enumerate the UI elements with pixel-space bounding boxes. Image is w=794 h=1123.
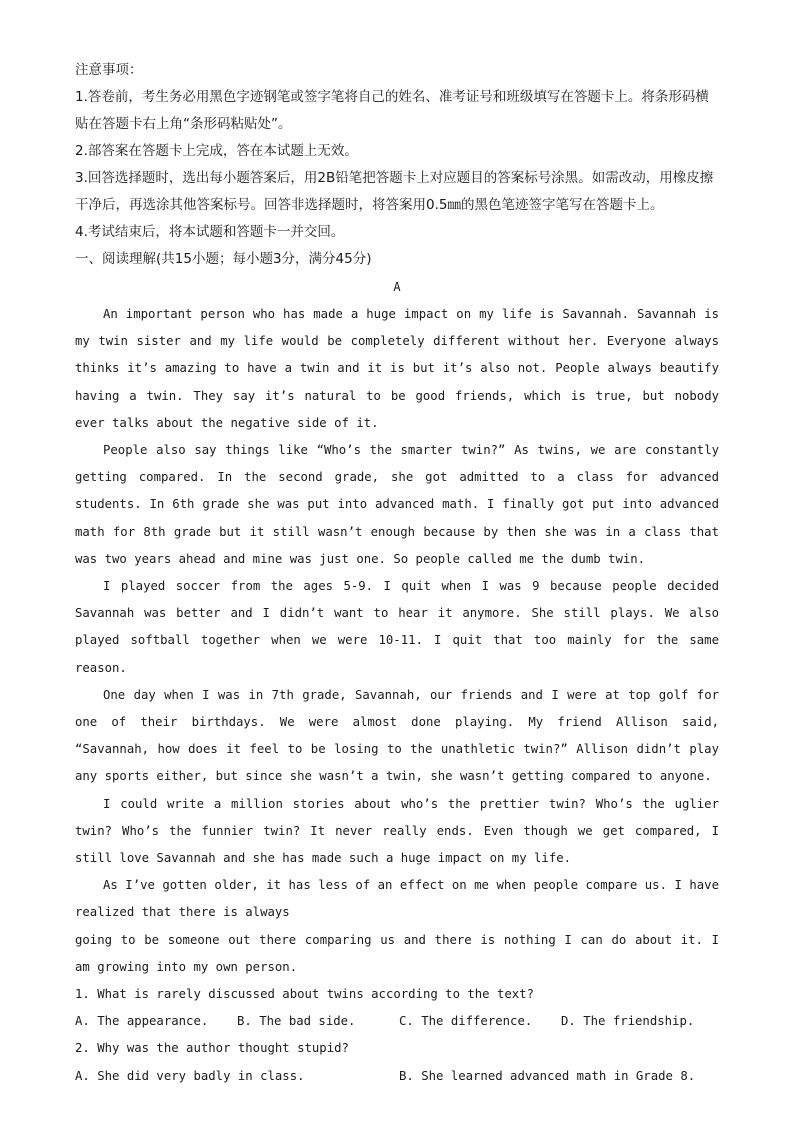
question-1-options xyxy=(75,1008,719,1035)
passage-label: A xyxy=(393,280,401,294)
question-1-option-c: C. The difference. xyxy=(399,1014,533,1029)
notice-title: 注意事项： xyxy=(75,62,143,78)
notice-item-4: 4.考试结束后，将本试题和答题卡一并交回。 xyxy=(75,224,345,240)
passage-paragraph-5: I could write a million stories about who’s the prettier twin? Who’s the uglier twin? Who’s the funnier twin? It never really ends. Even though we get compared, I still love Savannah and she has made such a huge impact on my life. xyxy=(75,796,719,866)
passage-paragraph-3: I played soccer from the ages 5-9. I quit when I was 9 because people decided Savannah was better and I didn’t want to hear it anymore. She still plays. We also played softball together when we were 10-11. I quit that too mainly for the same reason. xyxy=(75,579,719,675)
notice-item-3: 3.回答选择题时，选出每小题答案后，用2B铅笔把答题卡上对应题目的答案标号涂黑。如需改动，用橡皮擦干净后，再选涂其他答案标号。回答非选择题时，将答案用0.5㎜的黑色笔迹签字笔写在答题卡上。 xyxy=(75,170,714,213)
passage-paragraph-6: As I’ve gotten older, it has less of an effect on me when people compare us. I have realized that there is always xyxy=(75,878,719,920)
question-1-option-b: B. The bad side. xyxy=(237,1014,356,1029)
question-1-option-a: A. The appearance. xyxy=(75,1014,209,1029)
question-2-options xyxy=(75,1063,719,1090)
notice-item-2: 2.部答案在答题卡上完成，答在本试题上无效。 xyxy=(75,143,358,159)
question-1-stem: 1. What is rarely discussed about twins according to the text? xyxy=(75,987,535,1002)
passage-paragraph-7: going to be someone out there comparing us and there is nothing I can do about it. I am growing into my own person. xyxy=(75,932,719,974)
question-2-option-b: B. She learned advanced math in Grade 8. xyxy=(399,1068,696,1083)
passage-body xyxy=(75,301,719,1090)
passage-paragraph-1: An important person who has made a huge impact on my life is Savannah. Savannah is my twin sister and my life would be completely different without her. Everyone always thinks it’s amazing to have a twin and it is but it’s also not. People always beautify having a twin. They say it’s natural to be good friends, which is true, but nobody ever talks about the negative side of it. xyxy=(75,307,719,430)
passage-paragraph-2: People also say things like “Who’s the smarter twin?” As twins, we are constantly getting compared. In the second grade, she got admitted to a class for advanced students. In 6th grade she was put into advanced math. I finally got put into advanced math for 8th grade but it still wasn’t enough because by then she was in a class that was two years ahead and mine was just one. So people called me the dumb twin. xyxy=(75,443,719,566)
question-1-option-d: D. The friendship. xyxy=(561,1014,695,1029)
section-heading: 一、阅读理解(共15小题；每小题3分，满分45分) xyxy=(75,251,372,267)
question-2-option-a: A. She did very badly in class. xyxy=(75,1068,305,1083)
question-2-stem: 2. Why was the author thought stupid? xyxy=(75,1041,349,1056)
passage-paragraph-4: One day when I was in 7th grade, Savannah, our friends and I were at top golf for one of their birthdays. We were almost done playing. My friend Allison said, “Savannah, how does it feel to be losing to the unathletic twin?” Allison didn’t play any sports either, but since she wasn’t a twin, she wasn’t getting compared to anyone. xyxy=(75,687,719,784)
notice-item-1: 1.答卷前，考生务必用黑色字迹钢笔或签字笔将自己的姓名、准考证号和班级填写在答题卡上。将条形码横贴在答题卡右上角“条形码粘贴处”。 xyxy=(75,89,709,132)
